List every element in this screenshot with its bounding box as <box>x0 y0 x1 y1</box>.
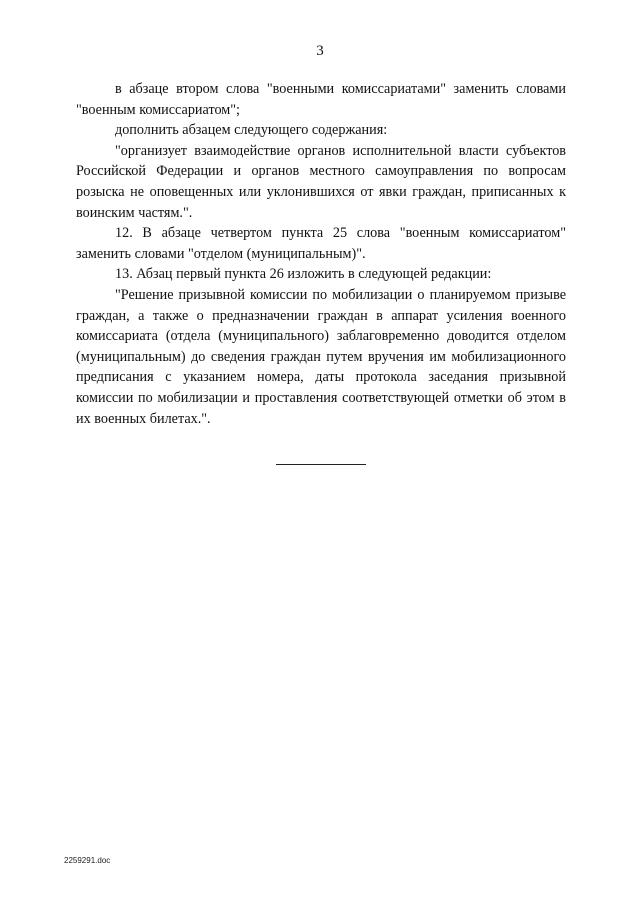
paragraph-6: "Решение призывной комиссии по мобилизации о планируемом призыве граждан, а также о предназначении граждан в аппарат усиления военного комиссариата (отдела (муниципального) заблаговременно доводится отделом (муниципальным) до сведения граждан путем вручения им мобилизационного предписания с указанием номера, даты протокола заседания призывной комиссии по мобилизации и проставления соответствующей отметки об этом в их военных билетах.". <box>76 286 566 427</box>
footer-doc-id: 2259291.doc <box>64 856 111 865</box>
document-body <box>76 79 566 429</box>
paragraph-1: в абзаце втором слова "военными комиссариатами" заменить словами "военным комиссариатом"; <box>76 81 566 118</box>
page-number: 3 <box>316 43 324 59</box>
paragraph-2: дополнить абзацем следующего содержания: <box>115 122 388 139</box>
paragraph-5: 13. Абзац первый пункта 26 изложить в следующей редакции: <box>115 266 492 283</box>
end-separator-line <box>276 464 366 465</box>
paragraph-4: 12. В абзаце четвертом пункта 25 слова "военным комиссариатом" заменить словами "отделом (муниципальным)". <box>76 225 566 262</box>
paragraph-3: "организует взаимодействие органов исполнительной власти субъектов Российской Федерации и органов местного самоуправления по вопросам розыска не оповещенных или уклонившихся от явки граждан, приписанных к воинским частям.". <box>76 142 566 221</box>
